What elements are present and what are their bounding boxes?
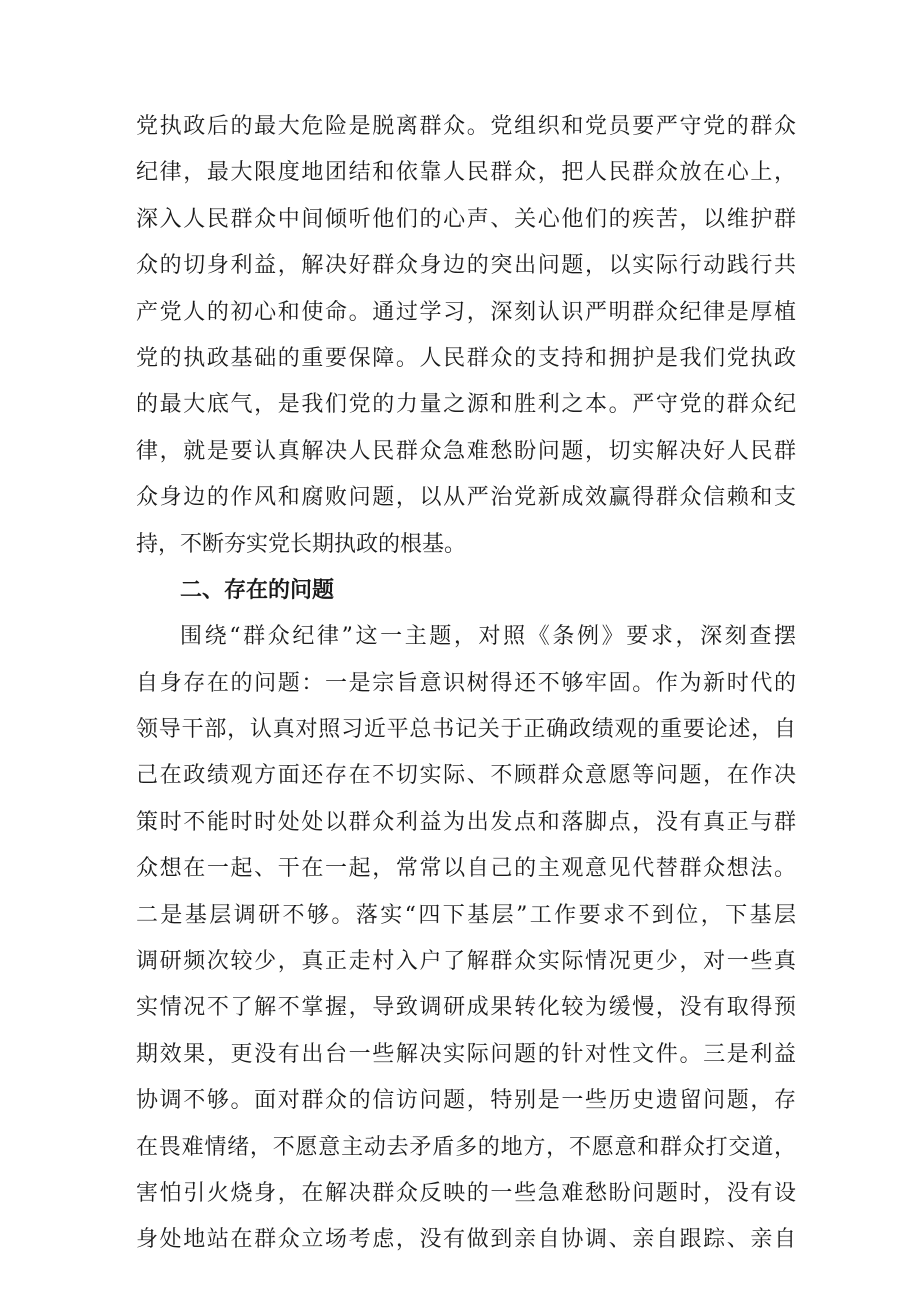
paragraph-2-line: 己在政绩观方面还存在不切实际、不顾群众意愿等问题，在作决	[136, 763, 796, 789]
paragraph-1-line: 党的执政基础的重要保障。人民群众的支持和拥护是我们党执政	[136, 345, 796, 371]
paragraph-2-line: 协调不够。面对群众的信访问题，特别是一些历史遗留问题，存	[136, 1088, 796, 1114]
paragraph-2-line: 调研频次较少，真正走村入户了解群众实际情况更少，对一些真	[136, 949, 796, 975]
paragraph-1-line: 持，不断夯实党长期执政的根基。	[136, 531, 467, 557]
paragraph-1-line: 产党人的初心和使命。通过学习，深刻认识严明群众纪律是厚植	[136, 299, 796, 325]
paragraph-2-line: 众想在一起、干在一起，常常以自己的主观意见代替群众想法。	[136, 856, 796, 882]
paragraph-1-line: 律，就是要认真解决人民群众急难愁盼问题，切实解决好人民群	[136, 438, 796, 464]
paragraph-1-line: 众的切身利益，解决好群众身边的突出问题，以实际行动践行共	[136, 253, 796, 279]
paragraph-2-line: 策时不能时时处处以群众利益为出发点和落脚点，没有真正与群	[136, 809, 796, 835]
paragraph-2-line: 身处地站在群众立场考虑，没有做到亲自协调、亲自跟踪、亲自	[136, 1227, 796, 1253]
paragraph-2-line: 领导干部，认真对照习近平总书记关于正确政绩观的重要论述，自	[136, 717, 796, 743]
paragraph-1-line: 党执政后的最大危险是脱离群众。党组织和党员要严守党的群众	[136, 114, 796, 139]
paragraph-2-line: 实情况不了解不掌握，导致调研成果转化较为缓慢，没有取得预	[136, 995, 796, 1021]
paragraph-2-line: 期效果，更没有出台一些解决实际问题的针对性文件。三是利益	[136, 1041, 796, 1067]
paragraph-2-line: 围绕“群众纪律”这一主题，对照《条例》要求，深刻查摆	[180, 624, 796, 650]
paragraph-2-line: 自身存在的问题：一是宗旨意识树得还不够牢固。作为新时代的	[136, 670, 796, 696]
paragraph-1-line: 纪律，最大限度地团结和依靠人民群众，把人民群众放在心上，	[136, 160, 796, 186]
section-heading: 二、存在的问题	[180, 577, 335, 603]
paragraph-1-line: 的最大底气，是我们党的力量之源和胜利之本。严守党的群众纪	[136, 392, 796, 418]
paragraph-2-line: 二是基层调研不够。落实“四下基层”工作要求不到位，下基层	[136, 902, 796, 928]
paragraph-2-line: 在畏难情绪，不愿意主动去矛盾多的地方，不愿意和群众打交道，	[136, 1134, 796, 1160]
paragraph-1-line: 深入人民群众中间倾听他们的心声、关心他们的疾苦，以维护群	[136, 206, 796, 232]
document-body	[136, 104, 796, 1264]
paragraph-2-line: 害怕引火烧身，在解决群众反映的一些急难愁盼问题时，没有设	[136, 1180, 796, 1206]
paragraph-1-line: 众身边的作风和腐败问题，以从严治党新成效赢得群众信赖和支	[136, 485, 796, 511]
